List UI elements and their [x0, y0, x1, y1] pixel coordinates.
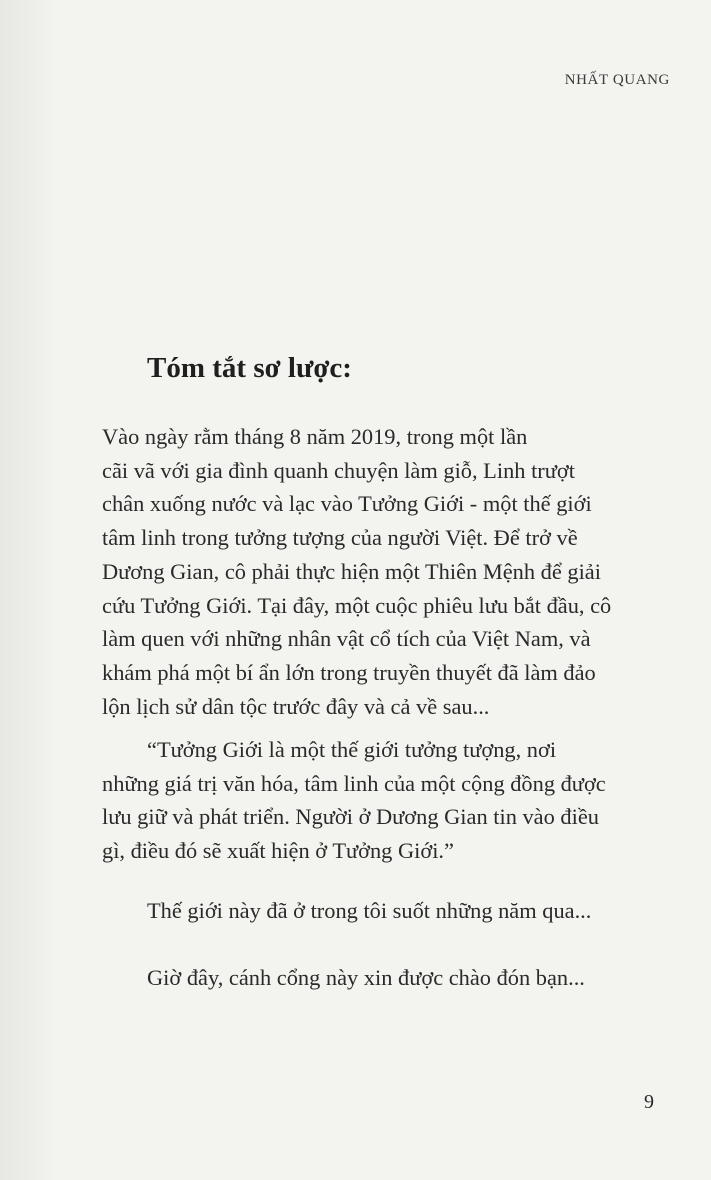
text-line: Dương Gian, cô phải thực hiện một Thiên Mệnh để giải [102, 558, 601, 584]
text-line: những giá trị văn hóa, tâm linh của một cộng đồng được [102, 770, 606, 796]
running-header-author: NHẤT QUANG [564, 72, 670, 88]
page-number: 9 [644, 1091, 654, 1113]
text-line: khám phá một bí ẩn lớn trong truyền thuyết đã làm đảo [102, 659, 596, 685]
text-line: lưu giữ và phát triển. Người ở Dương Gian tin vào điều [102, 804, 599, 830]
text-line: Thế giới này đã ở trong tôi suốt những năm qua... [147, 898, 592, 923]
page-edge-shadow [0, 0, 60, 1180]
text-line: Vào ngày rằm tháng 8 năm 2019, trong một lần [102, 424, 528, 449]
text-line: gì, điều đó sẽ xuất hiện ở Tưởng Giới.” [102, 838, 454, 864]
text-line: “Tưởng Giới là một thế giới tưởng tượng, nơi [147, 737, 557, 762]
paragraph-quote [102, 733, 667, 868]
text-line: làm quen với những nhân vật cổ tích của Việt Nam, và [102, 626, 591, 652]
text-line: cứu Tưởng Giới. Tại đây, một cuộc phiêu lưu bắt đầu, cô [102, 592, 612, 618]
paragraph-closing-2 [147, 961, 667, 995]
paragraph-summary [102, 420, 667, 723]
text-line: chân xuống nước và lạc vào Tưởng Giới - một thế giới [102, 491, 592, 517]
text-line: Giờ đây, cánh cổng này xin được chào đón bạn... [147, 965, 585, 990]
section-title: Tóm tắt sơ lược: [147, 352, 352, 384]
text-line: tâm linh trong tưởng tượng của người Việt. Để trở về [102, 525, 578, 551]
paragraph-closing-1 [147, 894, 667, 928]
text-line: lộn lịch sử dân tộc trước đây và cả về sau... [102, 693, 490, 719]
text-line: cãi vã với gia đình quanh chuyện làm giỗ, Linh trượt [102, 457, 575, 483]
